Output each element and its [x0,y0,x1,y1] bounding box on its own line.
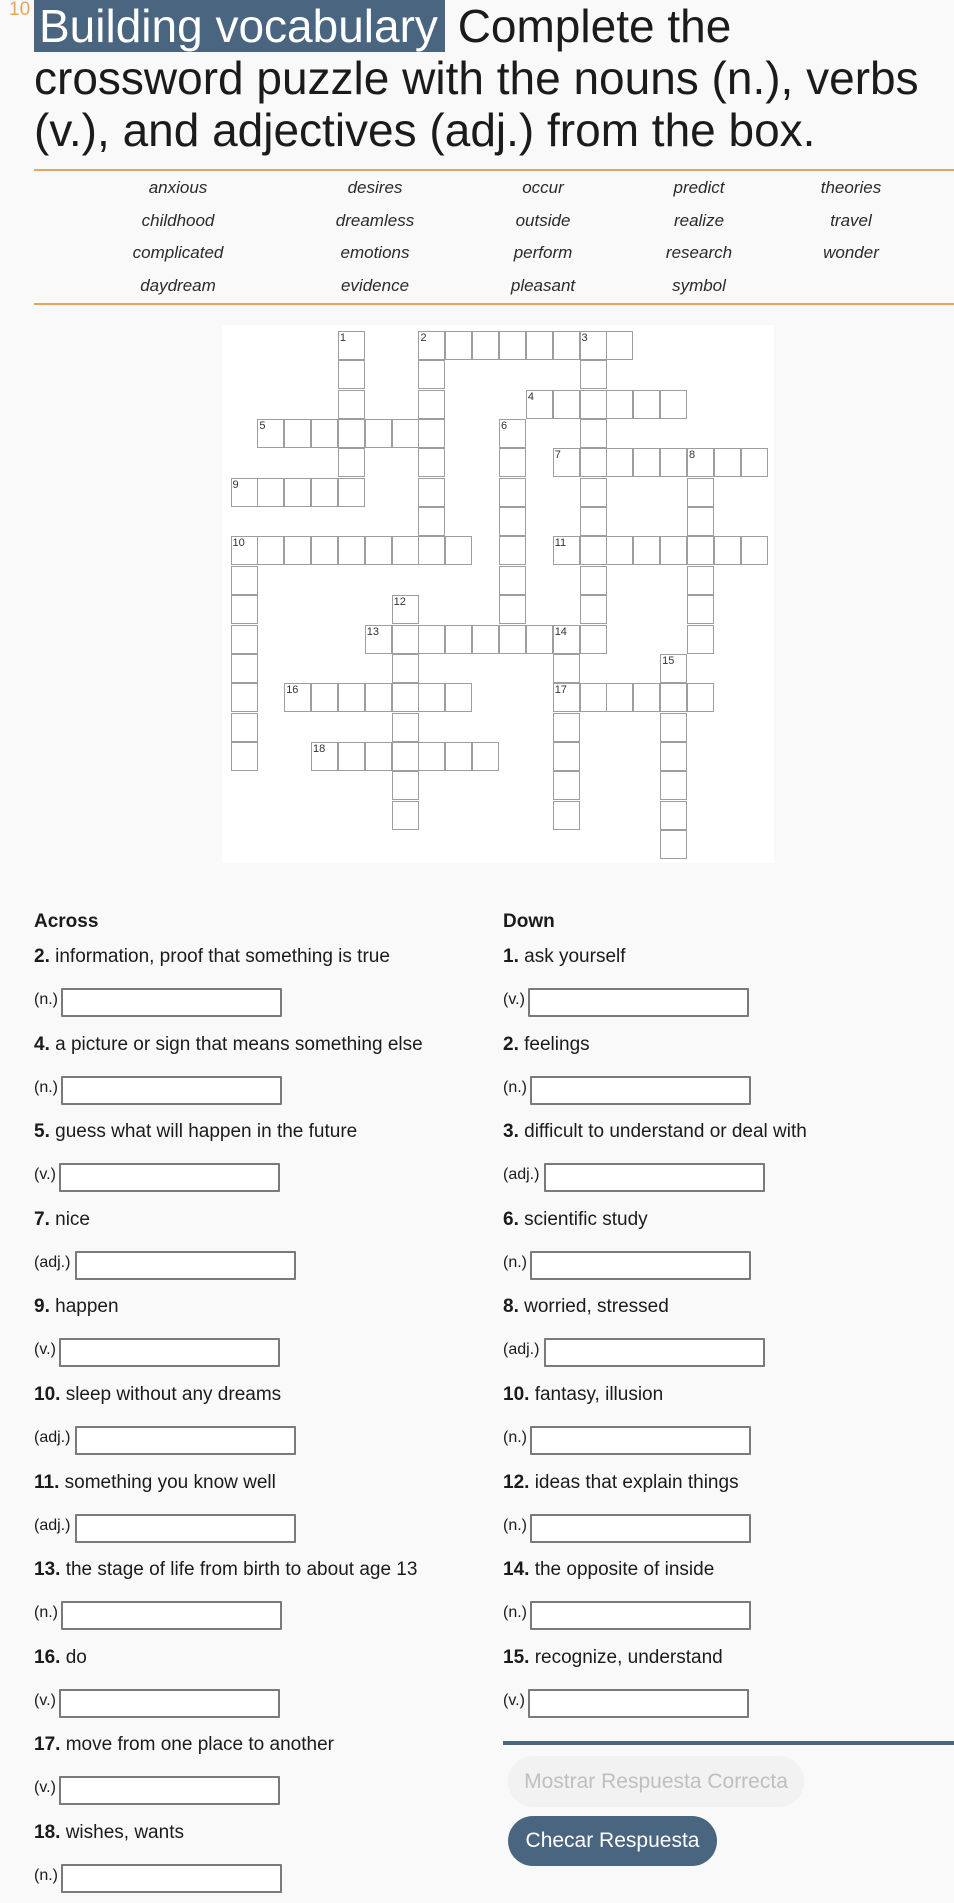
part-of-speech: (adj.) [503,1166,540,1184]
page-title [34,0,949,156]
crossword-clue-number: 5 [259,420,266,433]
crossword-cell[interactable] [392,801,419,830]
crossword-clue-number: 2 [420,332,427,344]
crossword-cell[interactable] [231,654,258,683]
crossword-cell[interactable] [284,536,311,565]
crossword-cell[interactable] [231,566,258,595]
clue-number: 12. [503,1471,530,1493]
crossword-cell[interactable] [392,536,419,565]
title-instruction: Complete the crossword puzzle with the nouns (n.), verbs (v.), and adjectives (adj.) from the box. [34,0,919,156]
down-clue [503,1384,663,1406]
across-answer-input[interactable] [75,1426,296,1455]
down-heading: Down [503,911,555,932]
part-of-speech: (v.) [34,1341,56,1359]
part-of-speech: (n.) [34,991,58,1008]
across-answer-input[interactable] [59,1776,280,1805]
clue-text: worried, stressed [524,1296,669,1318]
crossword-cell[interactable] [553,390,580,419]
across-answer-input[interactable] [75,1251,296,1280]
across-clue [34,1384,281,1406]
crossword-clue-number: 13 [366,625,379,638]
part-of-speech: (n.) [34,1604,58,1622]
clue-text: fantasy, illusion [534,1384,664,1405]
across-clue [34,1734,334,1756]
clue-number: 5. [34,1121,50,1143]
crossword-clue-number: 4 [527,390,534,403]
clue-text: do [65,1646,87,1668]
crossword-cell[interactable] [231,683,258,712]
crossword-cell[interactable] [365,683,392,712]
crossword-cell[interactable] [392,713,419,742]
across-answer-input[interactable] [61,1601,282,1630]
crossword-cell[interactable] [687,683,714,712]
crossword-cell[interactable] [553,801,580,830]
clue-text: ask yourself [524,946,626,967]
word-box-top-rule [34,169,954,171]
crossword-cell[interactable] [445,742,472,771]
word-box-item: outside [515,211,571,230]
crossword-cell[interactable] [311,683,338,712]
across-answer-input[interactable] [61,1864,282,1893]
word-box-item: wonder [823,243,879,262]
crossword-cell[interactable] [687,595,714,624]
clue-number: 1. [503,946,519,967]
crossword-cell[interactable] [714,536,741,565]
crossword-cell[interactable] [580,566,607,595]
word-box-item: complicated [132,243,224,262]
crossword-cell[interactable] [445,625,472,654]
across-clue [34,1472,276,1494]
crossword-cell[interactable] [580,390,607,419]
crossword-cell[interactable] [365,742,392,771]
check-answer-button[interactable]: Checar Respuesta [508,1816,717,1866]
word-box-item: anxious [148,178,208,197]
crossword-cell[interactable] [580,478,607,507]
crossword-clue-number: 6 [501,420,508,433]
crossword-cell[interactable] [231,713,258,742]
across-answer-input[interactable] [61,988,282,1017]
crossword-cell[interactable] [553,742,580,771]
clue-text: the opposite of inside [534,1559,715,1581]
word-box-item: symbol [672,276,726,295]
crossword-cell[interactable] [231,625,258,654]
word-box-item: emotions [340,243,410,262]
word-box-item: daydream [140,276,216,295]
clue-number: 17. [34,1734,61,1756]
across-answer-input[interactable] [59,1689,280,1718]
crossword-clue-number: 15 [662,654,675,667]
crossword-cell[interactable] [553,331,580,360]
crossword-cell[interactable] [418,360,445,389]
crossword-cell[interactable] [580,419,607,448]
part-of-speech: (adj.) [34,1429,71,1446]
word-box-item: childhood [141,211,215,230]
crossword-cell[interactable] [392,742,419,771]
crossword-cell[interactable] [580,683,607,712]
crossword-cell[interactable] [472,331,499,360]
part-of-speech: (n.) [503,1516,527,1534]
crossword-cell[interactable] [633,683,660,712]
crossword-cell[interactable] [445,683,472,712]
crossword-cell[interactable] [392,654,419,683]
clue-text: happen [55,1296,119,1318]
down-clue [503,946,626,968]
crossword-cell[interactable] [741,536,768,565]
crossword-cell[interactable] [231,742,258,771]
down-answer-input[interactable] [530,1514,751,1543]
crossword-clue-number: 10 [232,537,245,550]
word-box-item: dreamless [335,211,415,230]
clue-text: feelings [524,1033,590,1055]
word-box-item: perform [513,243,573,262]
crossword-cell[interactable] [338,742,365,771]
crossword-cell[interactable] [553,713,580,742]
clue-text: recognize, understand [534,1646,723,1668]
crossword-cell[interactable] [633,390,660,419]
clue-text: something you know well [64,1471,276,1493]
clue-number: 16. [34,1646,61,1668]
crossword-cell[interactable] [741,448,768,477]
clue-text: difficult to understand or deal with [524,1121,807,1143]
clue-text: guess what will happen in the future [55,1121,358,1143]
part-of-speech: (v.) [503,991,525,1008]
crossword-cell[interactable] [526,625,553,654]
down-answer-input[interactable] [530,1076,751,1105]
crossword-cell[interactable] [660,390,687,419]
across-answer-input[interactable] [59,1338,280,1367]
crossword-cell[interactable] [660,830,687,859]
crossword-cell[interactable] [499,566,526,595]
crossword-cell[interactable] [499,507,526,536]
crossword-cell[interactable] [606,683,633,712]
across-answer-input[interactable] [75,1514,296,1543]
crossword-cell[interactable] [418,507,445,536]
down-clue [503,1209,648,1231]
crossword-cell[interactable] [392,683,419,712]
crossword-cell[interactable] [687,478,714,507]
crossword-cell[interactable] [418,478,445,507]
crossword-cell[interactable] [257,536,284,565]
word-box-item: evidence [340,276,410,295]
down-answer-input[interactable] [530,1426,751,1455]
crossword-cell[interactable] [660,801,687,830]
crossword-cell[interactable] [311,419,338,448]
crossword-cell[interactable] [311,536,338,565]
crossword-clue-number: 11 [554,537,567,550]
crossword-cell[interactable] [660,536,687,565]
clue-text: scientific study [524,1208,648,1230]
crossword-cell[interactable] [580,536,607,565]
crossword-cell[interactable] [311,478,338,507]
down-answer-input[interactable] [530,1601,751,1630]
crossword-cell[interactable] [687,566,714,595]
across-clue [34,946,390,968]
crossword-cell[interactable] [580,507,607,536]
crossword-cell[interactable] [660,713,687,742]
word-box-item: occur [522,178,564,197]
down-clue [503,1121,807,1143]
crossword-cell[interactable] [392,419,419,448]
down-clue [503,1034,590,1056]
across-clue [34,1296,119,1318]
crossword-cell[interactable] [526,331,553,360]
down-answer-input[interactable] [528,1689,749,1718]
clue-number: 3. [503,1121,519,1143]
down-answer-input[interactable] [544,1338,765,1367]
crossword-cell[interactable] [633,536,660,565]
crossword-clue-number: 17 [554,684,567,697]
clue-text: the stage of life from birth to about age 13 [65,1559,418,1581]
across-answer-input[interactable] [61,1076,282,1105]
clue-number: 8. [503,1296,519,1318]
crossword-cell[interactable] [660,771,687,800]
down-answer-input[interactable] [530,1251,751,1280]
clue-number: 11. [34,1471,60,1493]
crossword-cell[interactable] [606,536,633,565]
crossword-clue-number: 14 [554,625,567,638]
crossword-clue-number: 18 [313,742,326,755]
crossword-cell[interactable] [606,448,633,477]
crossword-cell[interactable] [499,595,526,624]
crossword-cell[interactable] [338,536,365,565]
clue-number: 6. [503,1208,519,1230]
part-of-speech: (v.) [34,1691,56,1709]
crossword-cell[interactable] [580,595,607,624]
clue-number: 2. [503,1033,519,1055]
clue-number: 13. [34,1559,61,1581]
crossword-cell[interactable] [392,625,419,654]
buttons-divider [503,1741,954,1745]
clue-text: information, proof that something is true [55,946,390,967]
crossword-cell[interactable] [687,536,714,565]
down-answer-input[interactable] [528,988,749,1017]
crossword-cell[interactable] [445,536,472,565]
crossword-cell[interactable] [284,478,311,507]
word-box-bottom-rule [34,303,954,305]
clue-text: wishes, wants [65,1822,184,1843]
word-box-item: realize [673,211,725,230]
crossword-cell[interactable] [338,419,365,448]
show-correct-answer-button[interactable]: Mostrar Respuesta Correcta [508,1756,804,1807]
crossword-cell[interactable] [338,360,365,389]
title-highlight: Building vocabulary [34,0,445,52]
across-clue [34,1822,184,1844]
crossword-cell[interactable] [338,683,365,712]
crossword-cell[interactable] [660,683,687,712]
across-clue [34,1559,417,1581]
word-box-item: predict [673,178,725,197]
clue-number: 10. [503,1384,530,1405]
crossword-clue-number: 3 [581,332,588,344]
clue-number: 14. [503,1559,530,1581]
crossword-cell[interactable] [472,742,499,771]
across-clue [34,1121,357,1143]
crossword-cell[interactable] [445,331,472,360]
crossword-cell[interactable] [499,478,526,507]
part-of-speech: (adj.) [34,1516,71,1534]
crossword-cell[interactable] [338,390,365,419]
crossword-cell[interactable] [580,448,607,477]
clue-number: 7. [34,1208,50,1230]
clue-number: 10. [34,1384,61,1405]
crossword-cell[interactable] [392,771,419,800]
crossword-cell[interactable] [418,536,445,565]
clue-text: move from one place to another [65,1734,334,1756]
crossword-cell[interactable] [257,478,284,507]
word-box-item: pleasant [510,276,576,295]
crossword-cell[interactable] [418,390,445,419]
crossword-cell[interactable] [660,742,687,771]
crossword-clue-number: 12 [393,596,406,609]
down-clue [503,1559,714,1581]
crossword-cell[interactable] [418,448,445,477]
across-clue [34,1647,87,1669]
crossword-cell[interactable] [687,625,714,654]
crossword-cell[interactable] [553,771,580,800]
crossword-cell[interactable] [580,625,607,654]
crossword-cell[interactable] [499,448,526,477]
crossword-cell[interactable] [580,360,607,389]
crossword-cell[interactable] [499,331,526,360]
across-clue [34,1034,423,1056]
crossword-cell[interactable] [714,448,741,477]
crossword-clue-number: 8 [688,449,696,462]
crossword-cell[interactable] [499,536,526,565]
clue-text: nice [55,1208,90,1230]
part-of-speech: (n.) [503,1604,527,1622]
crossword-cell[interactable] [338,448,365,477]
word-box-item: research [665,243,733,262]
down-answer-input[interactable] [544,1163,765,1192]
clue-text: a picture or sign that means something else [55,1033,423,1055]
crossword-cell[interactable] [418,419,445,448]
clue-number: 15. [503,1646,530,1668]
down-clue [503,1472,739,1494]
crossword-cell[interactable] [553,654,580,683]
part-of-speech: (n.) [34,1867,58,1884]
crossword-clue-number: 9 [232,478,239,491]
word-box-item: travel [830,211,872,230]
across-answer-input[interactable] [59,1163,280,1192]
crossword-cell[interactable] [231,595,258,624]
clue-number: 9. [34,1296,50,1318]
crossword-cell[interactable] [418,625,445,654]
part-of-speech: (v.) [34,1166,56,1184]
crossword-clue-number: 16 [286,684,299,697]
part-of-speech: (adj.) [34,1253,71,1271]
crossword-clue-number: 7 [554,449,561,462]
crossword-cell[interactable] [606,390,633,419]
word-box-item: theories [820,178,882,197]
exercise-number: 10 [9,0,31,20]
crossword-cell[interactable] [365,419,392,448]
clue-number: 2. [34,946,50,967]
clue-text: ideas that explain things [534,1471,739,1493]
part-of-speech: (n.) [34,1078,58,1096]
part-of-speech: (n.) [503,1253,527,1271]
clue-text: sleep without any dreams [65,1384,282,1405]
part-of-speech: (v.) [34,1779,56,1797]
clue-number: 18. [34,1822,61,1843]
crossword-cell[interactable] [418,742,445,771]
part-of-speech: (v.) [503,1691,525,1709]
across-clue [34,1209,90,1231]
crossword-cell[interactable] [338,478,365,507]
part-of-speech: (adj.) [503,1341,540,1359]
part-of-speech: (n.) [503,1429,527,1446]
crossword-clue-number: 1 [339,332,347,344]
crossword-cell[interactable] [284,419,311,448]
word-box-item: desires [347,178,403,197]
crossword-cell[interactable] [660,448,687,477]
down-clue [503,1296,669,1318]
crossword-cell[interactable] [472,625,499,654]
crossword-cell[interactable] [606,331,633,360]
down-clue [503,1647,723,1669]
crossword-cell[interactable] [365,536,392,565]
crossword-cell[interactable] [633,448,660,477]
crossword-cell[interactable] [418,683,445,712]
part-of-speech: (n.) [503,1078,527,1096]
crossword-cell[interactable] [499,625,526,654]
crossword-cell[interactable] [687,507,714,536]
across-heading: Across [34,911,99,932]
clue-number: 4. [34,1033,50,1055]
